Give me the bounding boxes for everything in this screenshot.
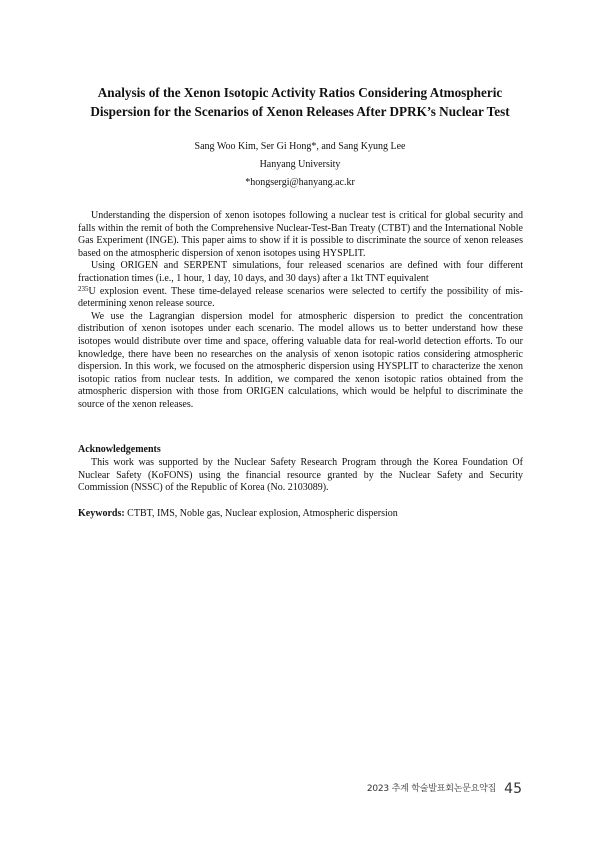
acknowledgements-text: This work was supported by the Nuclear Safety Research Program through the Korea Foundation Of Nuclear Safety (KoFONS) using the financial resource granted by the Nuclear Safety and Security Commission (NSSC) of the Republic of Korea (No. 2103089).: [78, 457, 523, 494]
affiliation: Hanyang University: [259, 159, 341, 170]
isotope-superscript: 235: [78, 284, 89, 293]
acknowledgements-heading: Acknowledgements: [78, 444, 161, 455]
keywords-list: CTBT, IMS, Noble gas, Nuclear explosion, Atmospheric dispersion: [124, 508, 398, 519]
paragraph-2-start: Using ORIGEN and SERPENT simulations, four released scenarios are defined with four different fractionation times (i.e., 1 hour, 1 day, 10 days, and 30 days) after a 1kt TNT equivalent: [78, 260, 523, 284]
keywords-line: [78, 508, 523, 521]
paragraph-1: Understanding the dispersion of xenon isotopes following a nuclear test is critical for global security and falls within the remit of both the Comprehensive Nuclear-Test-Ban Treaty (CTBT) and the International Noble Gas Experiment (INGE). This paper aims to show if it is possible to discriminate the source of xenon releases based on the atmospheric dispersion of xenon isotopes using HYSPLIT.: [78, 210, 523, 259]
title-line-1: Analysis of the Xenon Isotopic Activity Ratios Considering Atmospheric: [97, 85, 503, 100]
keywords-label: Keywords:: [78, 508, 125, 519]
paragraph-3: We use the Lagrangian dispersion model for atmospheric dispersion to predict the concentration distribution of xenon isotopes under each scenario. The model allows us to better understand how these isotopes would distribute over time and space, offering valuable data for real-world detection efforts. To our knowledge, there have been no researches on the analysis of xenon isotopic ratios considering atmospheric dispersion. In this work, we focused on the atmospheric dispersion using HYSPLIT to characterize the xenon isotopic ratios from nuclear tests. In addition, we compared the xenon isotopic ratios obtained from the atmospheric dispersion with those from ORIGEN calculations, which would be helpful to discriminate the source of the xenon releases.: [78, 310, 523, 410]
abstract-body: [78, 210, 523, 412]
paragraph-2-end: U explosion event. These time-delayed release scenarios were selected to certify the possibility of mis-determining xenon release source.: [78, 285, 523, 310]
corresponding-email: *hongsergi@hanyang.ac.kr: [245, 177, 355, 188]
paragraph-2: [78, 260, 523, 310]
title-line-2: Dispersion for the Scenarios of Xenon Releases After DPRK’s Nuclear Test: [90, 104, 510, 119]
author-block: [80, 138, 520, 192]
paper-title: [60, 83, 540, 121]
page-number: 45: [504, 781, 522, 797]
journal-name: 2023 추계 학술발표회논문요약집: [366, 784, 497, 794]
author-names: Sang Woo Kim, Ser Gi Hong*, and Sang Kyung Lee: [194, 141, 406, 152]
page-footer: [367, 778, 522, 797]
